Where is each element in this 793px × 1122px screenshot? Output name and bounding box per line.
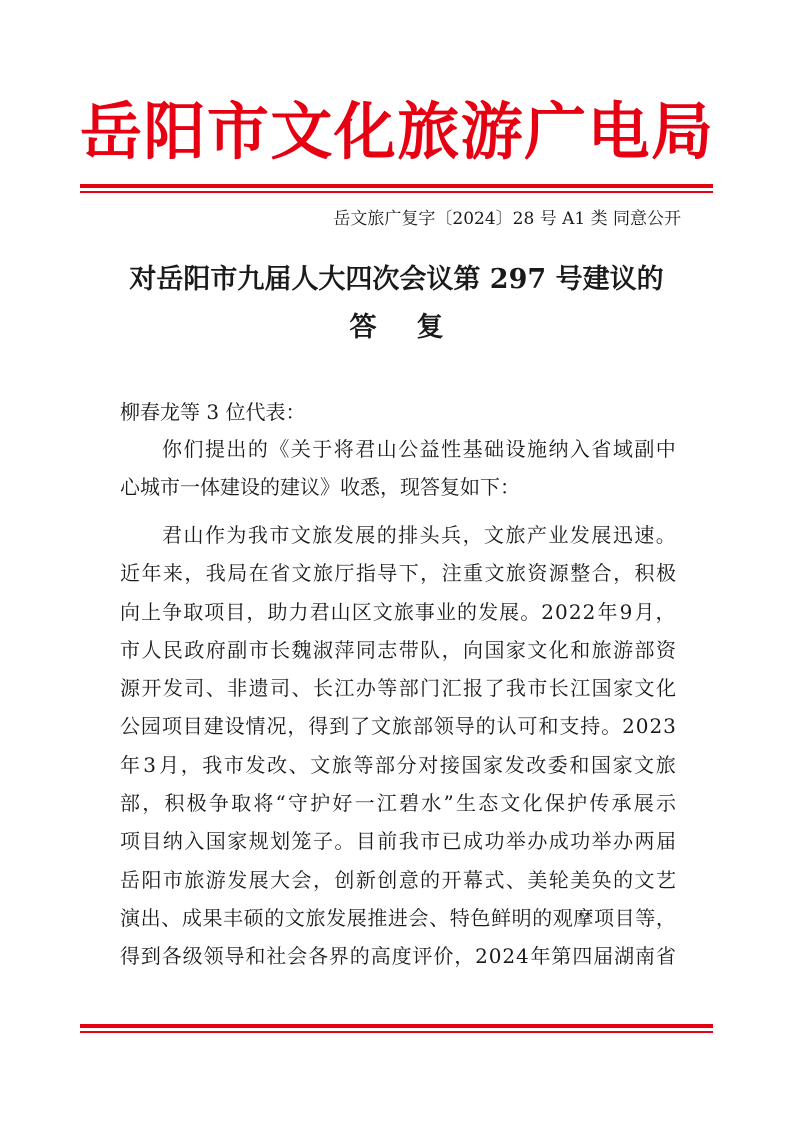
paragraph-line: 演 出 、 成 果 丰 硕 的 文 旅 发 展 推 进 会 、 特 色 鲜 明 的 观 摩 项 目 等 ，: [120, 905, 676, 930]
paragraph-line: 部 ， 积 极 争 取 将 “ 守 护 好 一 江 碧 水 ” 生 态 文 化 保 护 传 承 展 示: [120, 791, 676, 816]
paragraph-line: 源 开 发 司 、 非 遗 司 、 长 江 办 等 部 门 汇 报 了 我 市 长 江 国 家 文 化: [120, 676, 676, 701]
red-header-rule-thick: [80, 184, 713, 188]
masthead-org-name: 岳 阳 市 文 化 旅 游 广 电 局: [80, 95, 713, 168]
paragraph-line: 项 目 纳 入 国 家 规 划 笼 子 。 目 前 我 市 已 成 功 举 办 成 功 举 办 两 届: [120, 829, 676, 854]
paragraph-line: 近 年 来 ， 我 局 在 省 文 旅 厅 指 导 下 ， 注 重 文 旅 资 源 整 合 ， 积 极: [120, 561, 676, 586]
salutation: 柳春龙等 3 位代表：: [120, 400, 306, 424]
document-title-reply: 答复: [349, 312, 484, 343]
paragraph-line: 年 3 月 ， 我 市 发 改 、 文 旅 等 部 分 对 接 国 家 发 改 委 和 国 家 文 旅: [120, 752, 676, 777]
red-footer-rule-thick: [80, 1024, 713, 1028]
paragraph-line: 君 山 作 为 我 市 文 旅 发 展 的 排 头 兵 ， 文 旅 产 业 发 展 迅 速 。: [162, 523, 676, 547]
paragraph-line: 市 人 民 政 府 副 市 长 魏 淑 萍 同 志 带 队 ， 向 国 家 文 化 和 旅 游 部 资: [120, 637, 676, 662]
document-title: 对岳阳市九届人大四次会议第 297 号建议的: [129, 264, 664, 295]
paragraph-line: 公 园 项 目 建 设 情 况 ， 得 到 了 文 旅 部 领 导 的 认 可 和 支 持 。 2 0 2 3: [120, 714, 676, 739]
paragraph-line: 心城市一体建设的建议》收悉，现答复如下：: [120, 475, 520, 500]
red-footer-rule-thin: [80, 1031, 713, 1033]
paragraph-2: [120, 516, 676, 976]
paragraph-line: 向 上 争 取 项 目 ， 助 力 君 山 区 文 旅 事 业 的 发 展 。 2 0 2 2 年 9 月 ，: [120, 599, 676, 624]
document-number: 岳文旅广复字〔2024〕28 号 A1 类 同意公开: [333, 209, 681, 229]
red-header-rule-thin: [80, 191, 713, 193]
paragraph-line: 你 们 提 出 的 《 关 于 将 君 山 公 益 性 基 础 设 施 纳 入 省 域 副 中: [162, 437, 676, 461]
paragraph-1: [120, 430, 676, 507]
paragraph-line: 岳 阳 市 旅 游 发 展 大 会 ， 创 新 创 意 的 开 幕 式 、 美 轮 美 奂 的 文 艺: [120, 867, 676, 892]
paragraph-line: 得 到 各 级 领 导 和 社 会 各 界 的 高 度 评 价 ， 2 0 2 4 年 第 四 届 湖 南 省: [120, 944, 676, 969]
